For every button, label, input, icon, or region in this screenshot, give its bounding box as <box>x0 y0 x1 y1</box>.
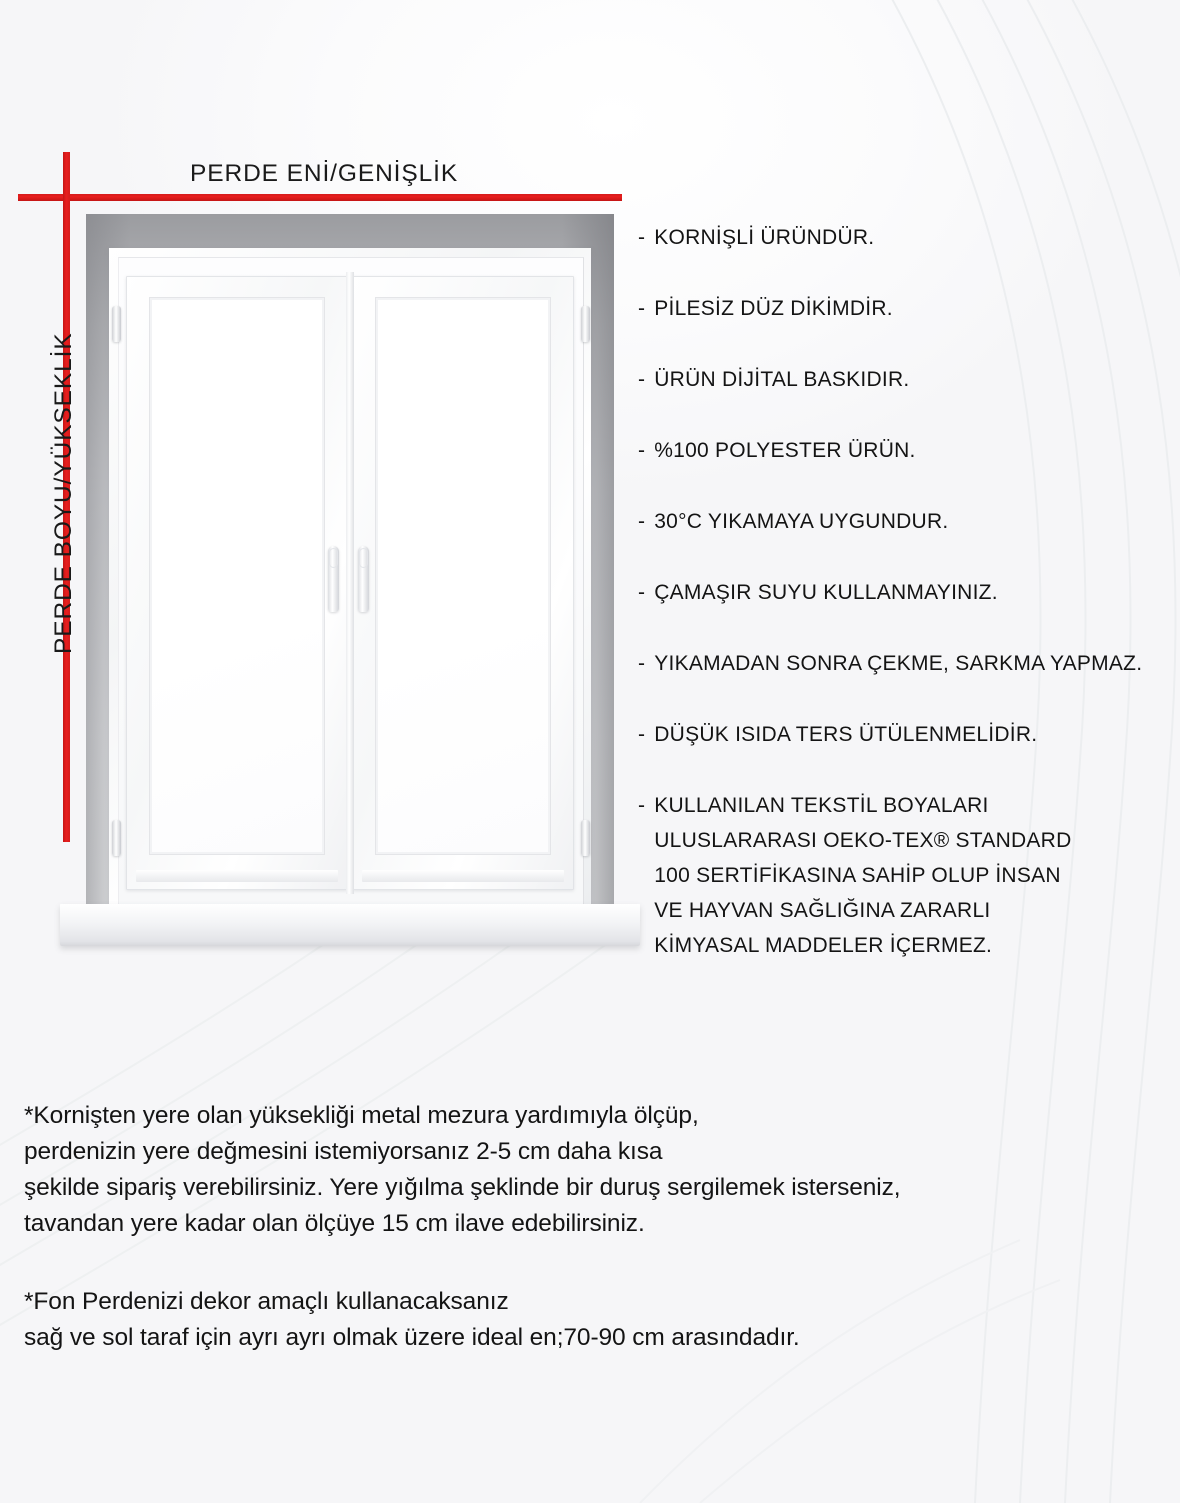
feature-line: %100 POLYESTER ÜRÜN. <box>654 439 916 462</box>
list-item <box>638 291 1158 326</box>
feature-line: KULLANILAN TEKSTİL BOYALARI <box>654 794 989 817</box>
window-pane-right <box>376 298 550 854</box>
feature-text <box>654 717 1037 752</box>
bullet-dash: - <box>638 439 646 462</box>
feature-line: VE HAYVAN SAĞLIĞINA ZARARLI <box>654 899 991 922</box>
list-item <box>638 717 1158 752</box>
notes-section <box>24 1098 1164 1356</box>
feature-line: ULUSLARARASI OEKO-TEX® STANDARD <box>654 829 1072 852</box>
list-item <box>638 220 1158 255</box>
note-paragraph-decor-width <box>24 1284 1164 1356</box>
bullet-dash: - <box>638 652 646 675</box>
sash-bottom-rail-left <box>136 870 338 882</box>
window-illustration <box>60 214 640 944</box>
hinge-icon-right-top <box>581 306 590 342</box>
notes-spacer <box>24 1242 1164 1284</box>
width-guide-line <box>18 194 622 201</box>
window-sill <box>60 904 640 946</box>
feature-text <box>654 362 909 397</box>
feature-line: ÇAMAŞIR SUYU KULLANMAYINIZ. <box>654 581 998 604</box>
note-line: şekilde sipariş verebilirsiniz. Yere yığılma şeklinde bir duruş sergilemek isterseniz, <box>24 1174 901 1201</box>
list-item <box>638 646 1158 681</box>
feature-text <box>654 788 1071 963</box>
window-sash-left <box>126 276 348 890</box>
feature-line: ÜRÜN DİJİTAL BASKIDIR. <box>654 368 910 391</box>
feature-line: PİLESİZ DÜZ DİKİMDİR. <box>654 297 893 320</box>
feature-line: DÜŞÜK ISIDA TERS ÜTÜLENMELİDİR. <box>654 723 1038 746</box>
window-sash-right <box>352 276 574 890</box>
width-label: PERDE ENİ/GENİŞLİK <box>190 160 459 187</box>
note-line: *Kornişten yere olan yüksekliği metal mezura yardımıyla ölçüp, <box>24 1102 699 1129</box>
list-item <box>638 433 1158 468</box>
feature-text <box>654 433 915 468</box>
bullet-dash: - <box>638 510 646 533</box>
feature-text <box>654 575 998 610</box>
bullet-dash: - <box>638 581 646 604</box>
window-mullion <box>346 272 354 894</box>
window-pane-left <box>150 298 324 854</box>
bullet-dash: - <box>638 226 646 249</box>
feature-line: KORNİŞLİ ÜRÜNDÜR. <box>654 226 875 249</box>
window-handle-left <box>328 546 339 612</box>
list-item <box>638 362 1158 397</box>
hinge-icon-left-top <box>112 306 121 342</box>
bullet-dash: - <box>638 794 646 817</box>
list-item <box>638 575 1158 610</box>
feature-list <box>638 220 1158 963</box>
list-item <box>638 504 1158 539</box>
feature-text <box>654 504 948 539</box>
hinge-icon-right-bottom <box>581 820 590 856</box>
feature-line: YIKAMADAN SONRA ÇEKME, SARKMA YAPMAZ. <box>654 652 1143 675</box>
window-handle-right <box>358 546 369 612</box>
note-line: perdenizin yere değmesini istemiyorsanız 2-5 cm daha kısa <box>24 1138 663 1165</box>
note-line: sağ ve sol taraf için ayrı ayrı olmak üzere ideal en;70-90 cm arasındadır. <box>24 1324 800 1351</box>
feature-line: 100 SERTİFİKASINA SAHİP OLUP İNSAN <box>654 864 1061 887</box>
note-line: *Fon Perdenizi dekor amaçlı kullanacaksanız <box>24 1288 509 1315</box>
hinge-icon-left-bottom <box>112 820 121 856</box>
feature-line: 30°C YIKAMAYA UYGUNDUR. <box>654 510 949 533</box>
bullet-dash: - <box>638 297 646 320</box>
list-item-oeko-tex <box>638 788 1158 963</box>
note-line: tavandan yere kadar olan ölçüye 15 cm ilave edebilirsiniz. <box>24 1210 645 1237</box>
sash-bottom-rail-right <box>362 870 564 882</box>
height-label: PERDE BOYU/YÜKSEKLİK <box>50 332 77 654</box>
feature-text <box>654 220 874 255</box>
feature-line: KİMYASAL MADDELER İÇERMEZ. <box>654 934 993 957</box>
note-paragraph-measuring <box>24 1098 1164 1242</box>
bullet-dash: - <box>638 368 646 391</box>
bullet-dash: - <box>638 723 646 746</box>
feature-text <box>654 291 893 326</box>
feature-text <box>654 646 1142 681</box>
